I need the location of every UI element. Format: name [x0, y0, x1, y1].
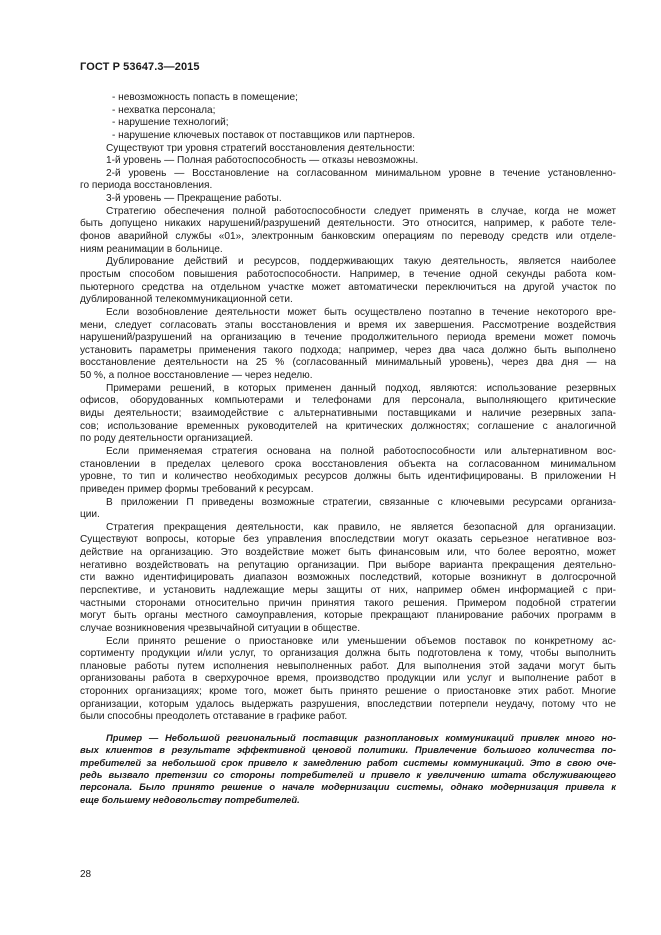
- page-number: 28: [80, 869, 92, 880]
- text-line: сортименту продукции и/или услуг, то организация должна быть подготовлена к тому, чтобы выполнить: [80, 648, 616, 660]
- text-line: были способны преодолеть отставание в графике работ.: [80, 711, 348, 723]
- example-line: персонала. Было принято решение о начале модернизации системы, однако модернизация привела к: [80, 781, 616, 793]
- document-body: [80, 92, 616, 806]
- text-line: ции.: [80, 509, 100, 521]
- text-line: простым способом повышения работоспособности. Например, в течение одной секунды работа ком-: [80, 268, 616, 280]
- text-line: 50 %, а полное восстановление — через неделю.: [80, 370, 313, 382]
- text-line: - нарушение технологий;: [112, 117, 229, 129]
- text-line: перспективе, и установить надлежащие меры защиты от них, например обмен информацией с при-: [80, 584, 616, 596]
- text-line: мени, следует согласовать этапы восстановления и время их завершения. Рассмотрение воздействия: [80, 319, 616, 331]
- text-line: 2-й уровень — Восстановление на согласованном минимальном уровне в течение установленно-: [106, 167, 616, 179]
- text-line: становлении в пределах целевого срока восстановления объекта на согласованном минимальном: [80, 458, 616, 470]
- main-text: [80, 92, 616, 724]
- text-line: быть допущено никаких нарушений/разрушений деятельности. Это относится, например, к работе теле-: [80, 218, 616, 230]
- text-line: плановые работы путем исполнения невыполненных работ. Для выполнения этой задачи могут быть: [80, 660, 616, 672]
- text-line: В приложении П приведены возможные стратегии, связанные с ключевыми ресурсами организа-: [106, 496, 616, 508]
- text-line: пьютерного средства на отдельном участке может автоматически переключиться на другой участок по: [80, 281, 616, 293]
- text-line: негативно воздействовать на репутацию организации. При выборе варианта прекращения деятельно-: [80, 559, 616, 571]
- example-line: еще большему недовольству потребителей.: [80, 793, 300, 805]
- text-line: Если принято решение о приостановке или уменьшении объемов поставок по конкретному ас-: [106, 635, 616, 647]
- text-line: нарушений/разрушений на организацию в течение продолжительного периода времени может помочь: [80, 332, 616, 344]
- text-line: 1-й уровень — Полная работоспособность — отказы невозможны.: [106, 155, 419, 167]
- text-line: сторонних организациях; кроме того, может быть принято решение о приостановке этих работ. Многие: [80, 686, 616, 698]
- text-line: установить параметры применения такого подхода; например, через два часа должно быть выполнено: [80, 344, 616, 356]
- text-line: Стратегию обеспечения полной работоспособности следует применять в случае, когда не может: [106, 205, 616, 217]
- text-line: Если возобновление деятельности может быть осуществлено поэтапно в течение некоторого вре-: [106, 306, 616, 318]
- text-line: восстановление деятельности на 25 % (согласованный минимальный уровень), через два дня — на: [80, 357, 616, 369]
- text-line: - невозможность попасть в помещение;: [112, 92, 298, 103]
- text-line: виды деятельности; взаимодействие с альтернативными поставщиками и наличие резервных запа-: [80, 408, 616, 420]
- text-line: 3-й уровень — Прекращение работы.: [106, 193, 282, 205]
- text-line: приведен пример формы требований к ресурсам.: [80, 483, 314, 495]
- text-line: офисов, оборудованных компьютерами и телефонами для персонала, выполняющего критические: [80, 395, 616, 407]
- text-line: - нехватка персонала;: [112, 104, 216, 116]
- text-line: го периода восстановления.: [80, 180, 213, 192]
- text-line: сов; использование временных руководителей на критических должностях; соглашение с аналогичной: [80, 420, 616, 432]
- text-line: организованы работа в сверхурочное время, производство продукции или услуг и выполнение работ в: [80, 673, 616, 685]
- text-line: сти важно идентифицировать диапазон возможных последствий, которые возникнут в долгосрочной: [80, 572, 616, 584]
- text-line: уровне, то тип и количество необходимых ресурсов должны быть идентифицированы. В приложении Н: [80, 471, 616, 483]
- example-note: [80, 732, 616, 806]
- example-line: Пример — Небольшой региональный поставщик разноплановых коммуникаций привлек много но-: [106, 732, 616, 744]
- text-line: Стратегия прекращения деятельности, как правило, не является безопасной для организации.: [106, 521, 616, 533]
- text-line: случае возникновения чрезвычайной ситуации в обществе.: [80, 622, 360, 634]
- text-line: Дублирование действий и ресурсов, поддерживающих такую деятельность, является наиболее: [106, 256, 616, 268]
- text-line: действие на организацию. Это воздействие может быть финансовым или, что более вероятно, может: [80, 547, 616, 559]
- text-line: ниям реанимации в больнице.: [80, 243, 223, 255]
- paragraph-gap: [80, 724, 616, 732]
- text-line: дублированной телекоммуникационной сети.: [80, 294, 293, 306]
- text-line: Примерами решений, в которых применен данный подход, являются: использование резервных: [106, 382, 616, 394]
- text-line: частными сторонами относительно причин принятия такого решения. Примером подобной стратегии: [80, 597, 616, 609]
- example-line: вых клиентов в результате эффективной ценовой политики. Привлечение большого количества по-: [80, 744, 616, 756]
- text-line: - нарушение ключевых поставок от поставщиков или партнеров.: [112, 129, 416, 141]
- text-line: Существуют вопросы, которые без управления впоследствии могут оказать серьезное негативное воз-: [80, 534, 616, 546]
- text-line: Существуют три уровня стратегий восстановления деятельности:: [106, 142, 415, 154]
- text-line: по роду деятельности организацией.: [80, 433, 254, 445]
- text-line: фонов аварийной службы «01», электронным банковским операциям по переводу средств или отделе-: [80, 231, 616, 243]
- document-header: ГОСТ Р 53647.3—2015: [80, 61, 200, 73]
- text-line: организации, которым удалось выдержать разрушения, впоследствии потерпели неудачу, потому что не: [80, 698, 616, 710]
- text-line: могут быть органы местного самоуправления, которые прекращают планирование рабочих программ в: [80, 610, 616, 622]
- text-line: Если применяемая стратегия основана на полной работоспособности или альтернативном вос-: [106, 445, 616, 457]
- example-line: редь вызвало претензии со стороны потребителей и привело к увеличению штата обслуживающего: [80, 768, 616, 780]
- example-line: требителей за небольшой срок привело к замедлению работ системы коммуникаций. Это в свою оче-: [80, 756, 616, 768]
